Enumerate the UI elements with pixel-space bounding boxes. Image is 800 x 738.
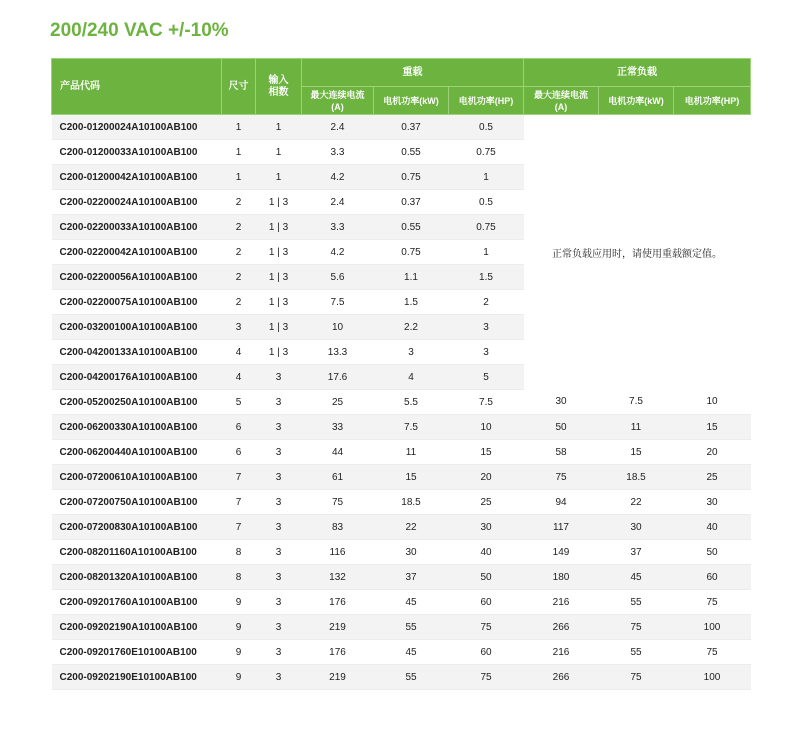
header-normal-current-label: 最大连续电流 (A) [533, 89, 588, 112]
cell-heavy-kw: 37 [374, 565, 449, 590]
cell-product-code: C200-01200042A10100AB100 [52, 165, 222, 190]
cell-heavy-current: 33 [302, 415, 374, 440]
cell-size: 9 [222, 665, 256, 690]
cell-normal-current: 149 [524, 540, 599, 565]
cell-heavy-hp: 7.5 [449, 390, 524, 415]
cell-input-phase: 1 | 3 [256, 190, 302, 215]
header-normal-hp: 电机功率(HP) [674, 87, 751, 115]
cell-heavy-kw: 11 [374, 440, 449, 465]
table-row [52, 540, 751, 565]
cell-normal-current: 50 [524, 415, 599, 440]
cell-heavy-kw: 0.75 [374, 240, 449, 265]
cell-heavy-kw: 18.5 [374, 490, 449, 515]
cell-normal-kw: 45 [599, 565, 674, 590]
cell-heavy-hp: 40 [449, 540, 524, 565]
cell-heavy-current: 3.3 [302, 140, 374, 165]
cell-product-code: C200-07200830A10100AB100 [52, 515, 222, 540]
cell-normal-kw: 75 [599, 615, 674, 640]
cell-input-phase: 1 [256, 115, 302, 140]
cell-heavy-current: 2.4 [302, 115, 374, 140]
table-row [52, 515, 751, 540]
cell-normal-hp: 100 [674, 615, 751, 640]
cell-input-phase: 1 | 3 [256, 215, 302, 240]
cell-heavy-kw: 55 [374, 615, 449, 640]
cell-input-phase: 1 [256, 165, 302, 190]
cell-heavy-kw: 5.5 [374, 390, 449, 415]
cell-input-phase: 3 [256, 440, 302, 465]
cell-product-code: C200-01200033A10100AB100 [52, 140, 222, 165]
cell-input-phase: 3 [256, 615, 302, 640]
cell-heavy-kw: 2.2 [374, 315, 449, 340]
cell-normal-kw: 15 [599, 440, 674, 465]
cell-input-phase: 3 [256, 415, 302, 440]
cell-product-code: C200-04200176A10100AB100 [52, 365, 222, 390]
cell-heavy-current: 83 [302, 515, 374, 540]
cell-normal-kw: 55 [599, 590, 674, 615]
cell-heavy-hp: 50 [449, 565, 524, 590]
cell-normal-kw: 7.5 [599, 390, 674, 415]
cell-size: 7 [222, 490, 256, 515]
cell-product-code: C200-08201320A10100AB100 [52, 565, 222, 590]
cell-heavy-kw: 0.55 [374, 215, 449, 240]
cell-size: 7 [222, 465, 256, 490]
cell-normal-current: 266 [524, 615, 599, 640]
cell-product-code: C200-09201760E10100AB100 [52, 640, 222, 665]
cell-product-code: C200-09202190A10100AB100 [52, 615, 222, 640]
cell-normal-hp: 10 [674, 390, 751, 415]
cell-heavy-current: 75 [302, 490, 374, 515]
cell-product-code: C200-02200075A10100AB100 [52, 290, 222, 315]
table-row [52, 440, 751, 465]
cell-heavy-current: 132 [302, 565, 374, 590]
cell-heavy-current: 61 [302, 465, 374, 490]
cell-heavy-current: 4.2 [302, 240, 374, 265]
header-normal-duty: 正常负载 [524, 59, 751, 87]
cell-normal-hp: 75 [674, 590, 751, 615]
cell-heavy-hp: 1 [449, 165, 524, 190]
cell-normal-hp: 40 [674, 515, 751, 540]
cell-normal-kw: 11 [599, 415, 674, 440]
page-title: 200/240 VAC +/-10% [50, 20, 229, 41]
cell-input-phase: 3 [256, 565, 302, 590]
cell-heavy-hp: 0.5 [449, 190, 524, 215]
header-heavy-current [302, 87, 374, 115]
normal-duty-note: 正常负载应用时，请使用重载额定值。 [524, 115, 751, 390]
cell-normal-current: 216 [524, 640, 599, 665]
cell-normal-kw: 22 [599, 490, 674, 515]
header-input-phase [256, 59, 302, 115]
cell-heavy-hp: 10 [449, 415, 524, 440]
cell-heavy-current: 25 [302, 390, 374, 415]
cell-size: 8 [222, 565, 256, 590]
cell-normal-kw: 18.5 [599, 465, 674, 490]
cell-heavy-hp: 1 [449, 240, 524, 265]
cell-size: 6 [222, 440, 256, 465]
cell-heavy-hp: 25 [449, 490, 524, 515]
cell-heavy-current: 2.4 [302, 190, 374, 215]
cell-heavy-current: 219 [302, 665, 374, 690]
cell-heavy-kw: 7.5 [374, 415, 449, 440]
cell-input-phase: 1 | 3 [256, 290, 302, 315]
cell-heavy-kw: 4 [374, 365, 449, 390]
cell-normal-hp: 75 [674, 640, 751, 665]
cell-heavy-kw: 0.37 [374, 190, 449, 215]
header-heavy-hp: 电机功率(HP) [449, 87, 524, 115]
table-header [52, 59, 751, 115]
cell-product-code: C200-09201760A10100AB100 [52, 590, 222, 615]
cell-input-phase: 1 | 3 [256, 240, 302, 265]
cell-normal-hp: 25 [674, 465, 751, 490]
cell-heavy-kw: 15 [374, 465, 449, 490]
cell-product-code: C200-06200440A10100AB100 [52, 440, 222, 465]
cell-heavy-current: 3.3 [302, 215, 374, 240]
cell-normal-current: 180 [524, 565, 599, 590]
cell-size: 1 [222, 140, 256, 165]
cell-heavy-current: 116 [302, 540, 374, 565]
cell-heavy-current: 7.5 [302, 290, 374, 315]
cell-size: 1 [222, 165, 256, 190]
cell-heavy-kw: 0.55 [374, 140, 449, 165]
cell-heavy-kw: 1.1 [374, 265, 449, 290]
cell-input-phase: 3 [256, 590, 302, 615]
cell-heavy-kw: 0.75 [374, 165, 449, 190]
cell-product-code: C200-09202190E10100AB100 [52, 665, 222, 690]
table-row [52, 115, 751, 140]
cell-input-phase: 1 | 3 [256, 265, 302, 290]
cell-size: 2 [222, 290, 256, 315]
cell-size: 6 [222, 415, 256, 440]
cell-heavy-hp: 2 [449, 290, 524, 315]
table-row [52, 590, 751, 615]
cell-product-code: C200-07200610A10100AB100 [52, 465, 222, 490]
cell-heavy-hp: 5 [449, 365, 524, 390]
header-heavy-duty: 重载 [302, 59, 524, 87]
cell-product-code: C200-08201160A10100AB100 [52, 540, 222, 565]
table-row [52, 465, 751, 490]
cell-heavy-hp: 3 [449, 315, 524, 340]
cell-input-phase: 3 [256, 640, 302, 665]
cell-heavy-kw: 0.37 [374, 115, 449, 140]
cell-normal-current: 216 [524, 590, 599, 615]
cell-size: 3 [222, 315, 256, 340]
cell-product-code: C200-01200024A10100AB100 [52, 115, 222, 140]
cell-product-code: C200-05200250A10100AB100 [52, 390, 222, 415]
cell-heavy-hp: 0.75 [449, 140, 524, 165]
cell-size: 5 [222, 390, 256, 415]
cell-size: 2 [222, 215, 256, 240]
cell-input-phase: 3 [256, 390, 302, 415]
cell-size: 9 [222, 640, 256, 665]
cell-normal-kw: 30 [599, 515, 674, 540]
cell-heavy-current: 10 [302, 315, 374, 340]
header-size: 尺寸 [222, 59, 256, 115]
cell-input-phase: 1 [256, 140, 302, 165]
cell-heavy-hp: 75 [449, 615, 524, 640]
cell-heavy-hp: 3 [449, 340, 524, 365]
cell-heavy-current: 219 [302, 615, 374, 640]
header-product-code: 产品代码 [52, 59, 222, 115]
cell-size: 8 [222, 540, 256, 565]
cell-heavy-current: 44 [302, 440, 374, 465]
table-body [52, 115, 751, 690]
cell-product-code: C200-07200750A10100AB100 [52, 490, 222, 515]
cell-size: 4 [222, 340, 256, 365]
cell-size: 2 [222, 265, 256, 290]
cell-input-phase: 3 [256, 665, 302, 690]
cell-heavy-hp: 20 [449, 465, 524, 490]
cell-heavy-kw: 1.5 [374, 290, 449, 315]
cell-input-phase: 1 | 3 [256, 340, 302, 365]
cell-input-phase: 3 [256, 540, 302, 565]
cell-heavy-current: 4.2 [302, 165, 374, 190]
cell-size: 2 [222, 240, 256, 265]
cell-normal-kw: 37 [599, 540, 674, 565]
cell-heavy-hp: 0.75 [449, 215, 524, 240]
cell-size: 9 [222, 615, 256, 640]
cell-heavy-current: 176 [302, 590, 374, 615]
cell-normal-kw: 75 [599, 665, 674, 690]
cell-size: 1 [222, 115, 256, 140]
cell-heavy-current: 176 [302, 640, 374, 665]
header-normal-current [524, 87, 599, 115]
cell-heavy-kw: 22 [374, 515, 449, 540]
cell-heavy-hp: 60 [449, 640, 524, 665]
table-row [52, 565, 751, 590]
cell-input-phase: 3 [256, 490, 302, 515]
cell-product-code: C200-06200330A10100AB100 [52, 415, 222, 440]
cell-normal-current: 75 [524, 465, 599, 490]
cell-normal-hp: 60 [674, 565, 751, 590]
cell-normal-current: 58 [524, 440, 599, 465]
cell-heavy-hp: 30 [449, 515, 524, 540]
cell-heavy-hp: 60 [449, 590, 524, 615]
cell-normal-hp: 100 [674, 665, 751, 690]
cell-normal-current: 30 [524, 390, 599, 415]
table-row [52, 640, 751, 665]
cell-heavy-kw: 45 [374, 640, 449, 665]
cell-normal-hp: 30 [674, 490, 751, 515]
cell-normal-current: 266 [524, 665, 599, 690]
cell-normal-current: 94 [524, 490, 599, 515]
cell-product-code: C200-03200100A10100AB100 [52, 315, 222, 340]
cell-normal-kw: 55 [599, 640, 674, 665]
cell-normal-current: 117 [524, 515, 599, 540]
cell-input-phase: 3 [256, 515, 302, 540]
cell-size: 4 [222, 365, 256, 390]
table-row [52, 490, 751, 515]
table-row [52, 415, 751, 440]
cell-heavy-kw: 30 [374, 540, 449, 565]
cell-heavy-current: 13.3 [302, 340, 374, 365]
drive-rating-table [51, 58, 751, 690]
cell-size: 2 [222, 190, 256, 215]
table-row [52, 615, 751, 640]
cell-heavy-hp: 1.5 [449, 265, 524, 290]
cell-heavy-hp: 15 [449, 440, 524, 465]
cell-heavy-current: 5.6 [302, 265, 374, 290]
cell-product-code: C200-02200042A10100AB100 [52, 240, 222, 265]
cell-heavy-current: 17.6 [302, 365, 374, 390]
cell-size: 7 [222, 515, 256, 540]
cell-product-code: C200-02200056A10100AB100 [52, 265, 222, 290]
cell-product-code: C200-02200024A10100AB100 [52, 190, 222, 215]
cell-heavy-hp: 75 [449, 665, 524, 690]
header-heavy-kw: 电机功率(kW) [374, 87, 449, 115]
header-normal-kw: 电机功率(kW) [599, 87, 674, 115]
cell-heavy-kw: 3 [374, 340, 449, 365]
cell-normal-hp: 15 [674, 415, 751, 440]
cell-heavy-kw: 55 [374, 665, 449, 690]
cell-heavy-hp: 0.5 [449, 115, 524, 140]
cell-normal-hp: 50 [674, 540, 751, 565]
header-input-phase-label: 输入 相数 [268, 74, 289, 98]
cell-product-code: C200-02200033A10100AB100 [52, 215, 222, 240]
cell-heavy-kw: 45 [374, 590, 449, 615]
cell-input-phase: 1 | 3 [256, 315, 302, 340]
cell-input-phase: 3 [256, 365, 302, 390]
cell-size: 9 [222, 590, 256, 615]
header-heavy-current-label: 最大连续电流 (A) [310, 89, 365, 112]
cell-product-code: C200-04200133A10100AB100 [52, 340, 222, 365]
cell-input-phase: 3 [256, 465, 302, 490]
table-row [52, 390, 751, 415]
cell-normal-hp: 20 [674, 440, 751, 465]
table-row [52, 665, 751, 690]
